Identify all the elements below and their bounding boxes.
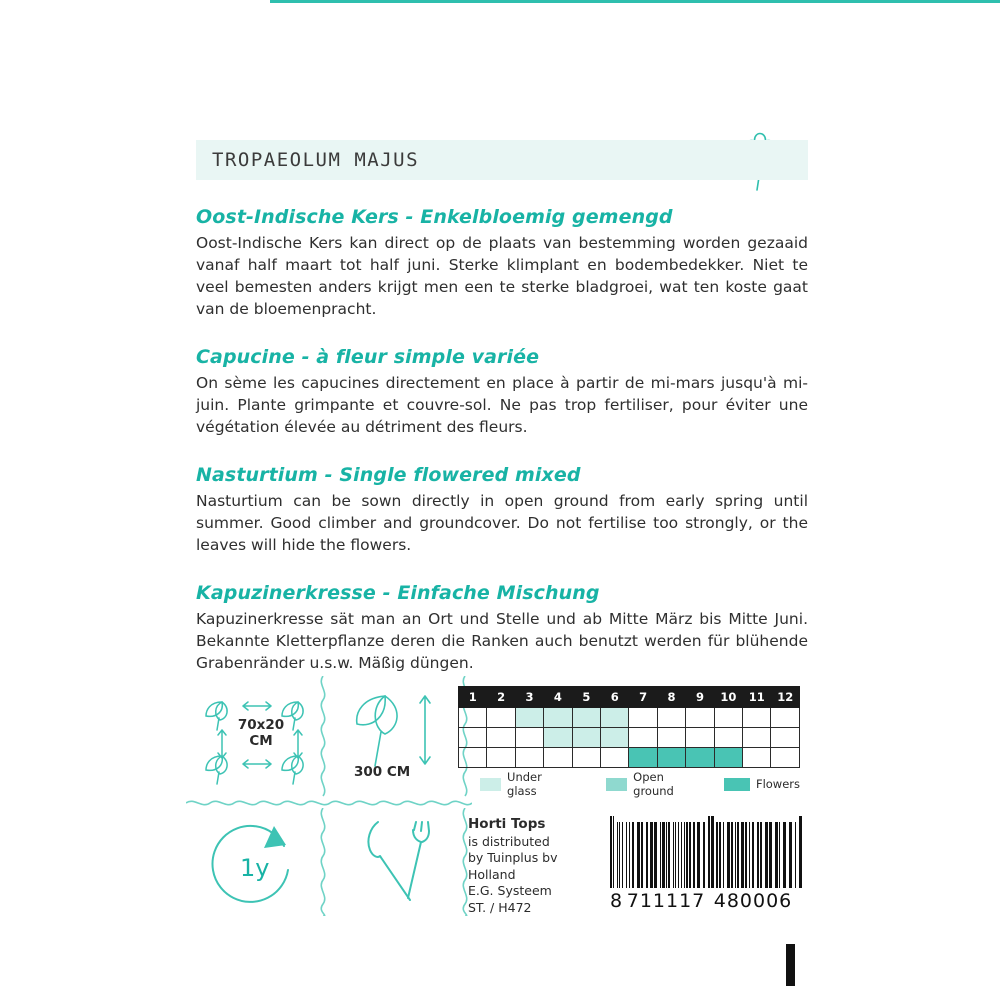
description-title-en: Nasturtium - Single flowered mixed bbox=[196, 464, 581, 486]
calendar-month-7: 7 bbox=[629, 687, 657, 708]
calendar-header-row bbox=[459, 687, 800, 708]
info-panel bbox=[186, 676, 802, 916]
description-title-de: Kapuzinerkresse - Einfache Mischung bbox=[196, 582, 600, 604]
barcode bbox=[610, 816, 806, 912]
description-block-en bbox=[196, 464, 808, 556]
description-block-fr bbox=[196, 346, 808, 438]
brand-line2: is distributed bbox=[468, 833, 550, 849]
latin-name: TROPAEOLUM MAJUS bbox=[212, 149, 420, 171]
description-body-nl: Oost-Indische Kers kan direct op de plaats van bestemming worden gezaaid vanaf half maart tot half juni. Sterke klimplant en bodembedekker. Niet te veel bemesten anders krijgt men een te sterke bladgroei, wat ten koste gaat van de bloemenpracht. bbox=[196, 234, 808, 318]
plant-spacing-label bbox=[216, 718, 306, 749]
description-title-nl: Oost-Indische Kers - Enkelbloemig gemengd bbox=[196, 206, 673, 228]
legend-label-flowers: Flowers bbox=[755, 777, 800, 791]
calendar-month-9: 9 bbox=[686, 687, 714, 708]
calendar-month-5: 5 bbox=[572, 687, 600, 708]
brand-block bbox=[468, 816, 558, 916]
calendar-row-flowers bbox=[459, 748, 800, 768]
barcode-digits bbox=[610, 890, 806, 912]
calendar-month-8: 8 bbox=[657, 687, 685, 708]
barcode-digit-lead: 8 bbox=[610, 890, 624, 912]
plant-spacing-unit: CM bbox=[249, 732, 273, 749]
brand-line3: by Tuinplus bv bbox=[468, 850, 558, 866]
barcode-digits-right: 480006 bbox=[713, 890, 793, 912]
brand-line5: E.G. Systeem bbox=[468, 883, 552, 899]
calendar-month-3: 3 bbox=[515, 687, 543, 708]
description-title-fr: Capucine - à fleur simple variée bbox=[196, 346, 540, 368]
legend-label-open-ground: Open ground bbox=[633, 770, 674, 798]
calendar-row-under-glass bbox=[459, 708, 800, 728]
sowing-calendar bbox=[458, 686, 800, 768]
plant-height-label: 300 CM bbox=[354, 764, 411, 780]
description-body-fr: On sème les capucines directement en place à partir de mi-mars jusqu'à mi-juin. Plante grimpante et couvre-sol. Ne pas trop fertiliser, pour éviter une végétation élevée au détriment des fleurs. bbox=[196, 374, 808, 436]
brand-line4: Holland bbox=[468, 866, 516, 882]
calendar-month-2: 2 bbox=[487, 687, 515, 708]
calendar-month-11: 11 bbox=[743, 687, 771, 708]
calendar-month-4: 4 bbox=[544, 687, 572, 708]
print-registration-tick bbox=[786, 944, 795, 986]
legend-swatch-under-glass bbox=[480, 778, 501, 791]
calendar-legend bbox=[458, 770, 800, 798]
legend-swatch-open-ground bbox=[606, 778, 627, 791]
divider-wave-vertical-3 bbox=[316, 808, 330, 916]
fork-knife-icon bbox=[344, 814, 454, 910]
calendar-month-1: 1 bbox=[459, 687, 487, 708]
legend-swatch-flowers bbox=[724, 778, 750, 791]
barcode-digits-left: 711117 bbox=[626, 890, 706, 912]
description-body-en: Nasturtium can be sown directly in open ground from early spring until summer. Good climber and groundcover. Do not fertilise too strongly, or the leaves will hide the flowers. bbox=[196, 492, 808, 554]
calendar-month-6: 6 bbox=[601, 687, 629, 708]
description-block-nl bbox=[196, 206, 808, 320]
brand-line6: ST. / H472 bbox=[468, 899, 532, 915]
sowing-calendar-table bbox=[458, 686, 800, 768]
lifecycle-label: 1y bbox=[240, 854, 270, 882]
description-block-de bbox=[196, 582, 808, 674]
brand-name: Horti Tops bbox=[468, 816, 546, 832]
legend-label-under-glass: Under glass bbox=[507, 770, 542, 798]
legend-item-open-ground bbox=[606, 770, 694, 798]
calendar-row-open-ground bbox=[459, 728, 800, 748]
plant-spacing-value: 70x20 bbox=[237, 717, 285, 733]
legend-item-under-glass bbox=[480, 770, 562, 798]
calendar-month-10: 10 bbox=[714, 687, 742, 708]
barcode-bars bbox=[610, 816, 806, 888]
top-accent-rule bbox=[270, 0, 1000, 3]
description-content bbox=[196, 140, 808, 674]
calendar-month-12: 12 bbox=[771, 687, 800, 708]
description-body-de: Kapuzinerkresse sät man an Ort und Stelle und ab Mitte März bis Mitte Juni. Bekannte Kletterpflanze deren die Ranken auch benutzt werden für blühende Grabenränder u.s.w. Mäßig düngen. bbox=[196, 610, 808, 672]
legend-item-flowers bbox=[724, 770, 800, 798]
latin-name-bar bbox=[196, 140, 808, 180]
